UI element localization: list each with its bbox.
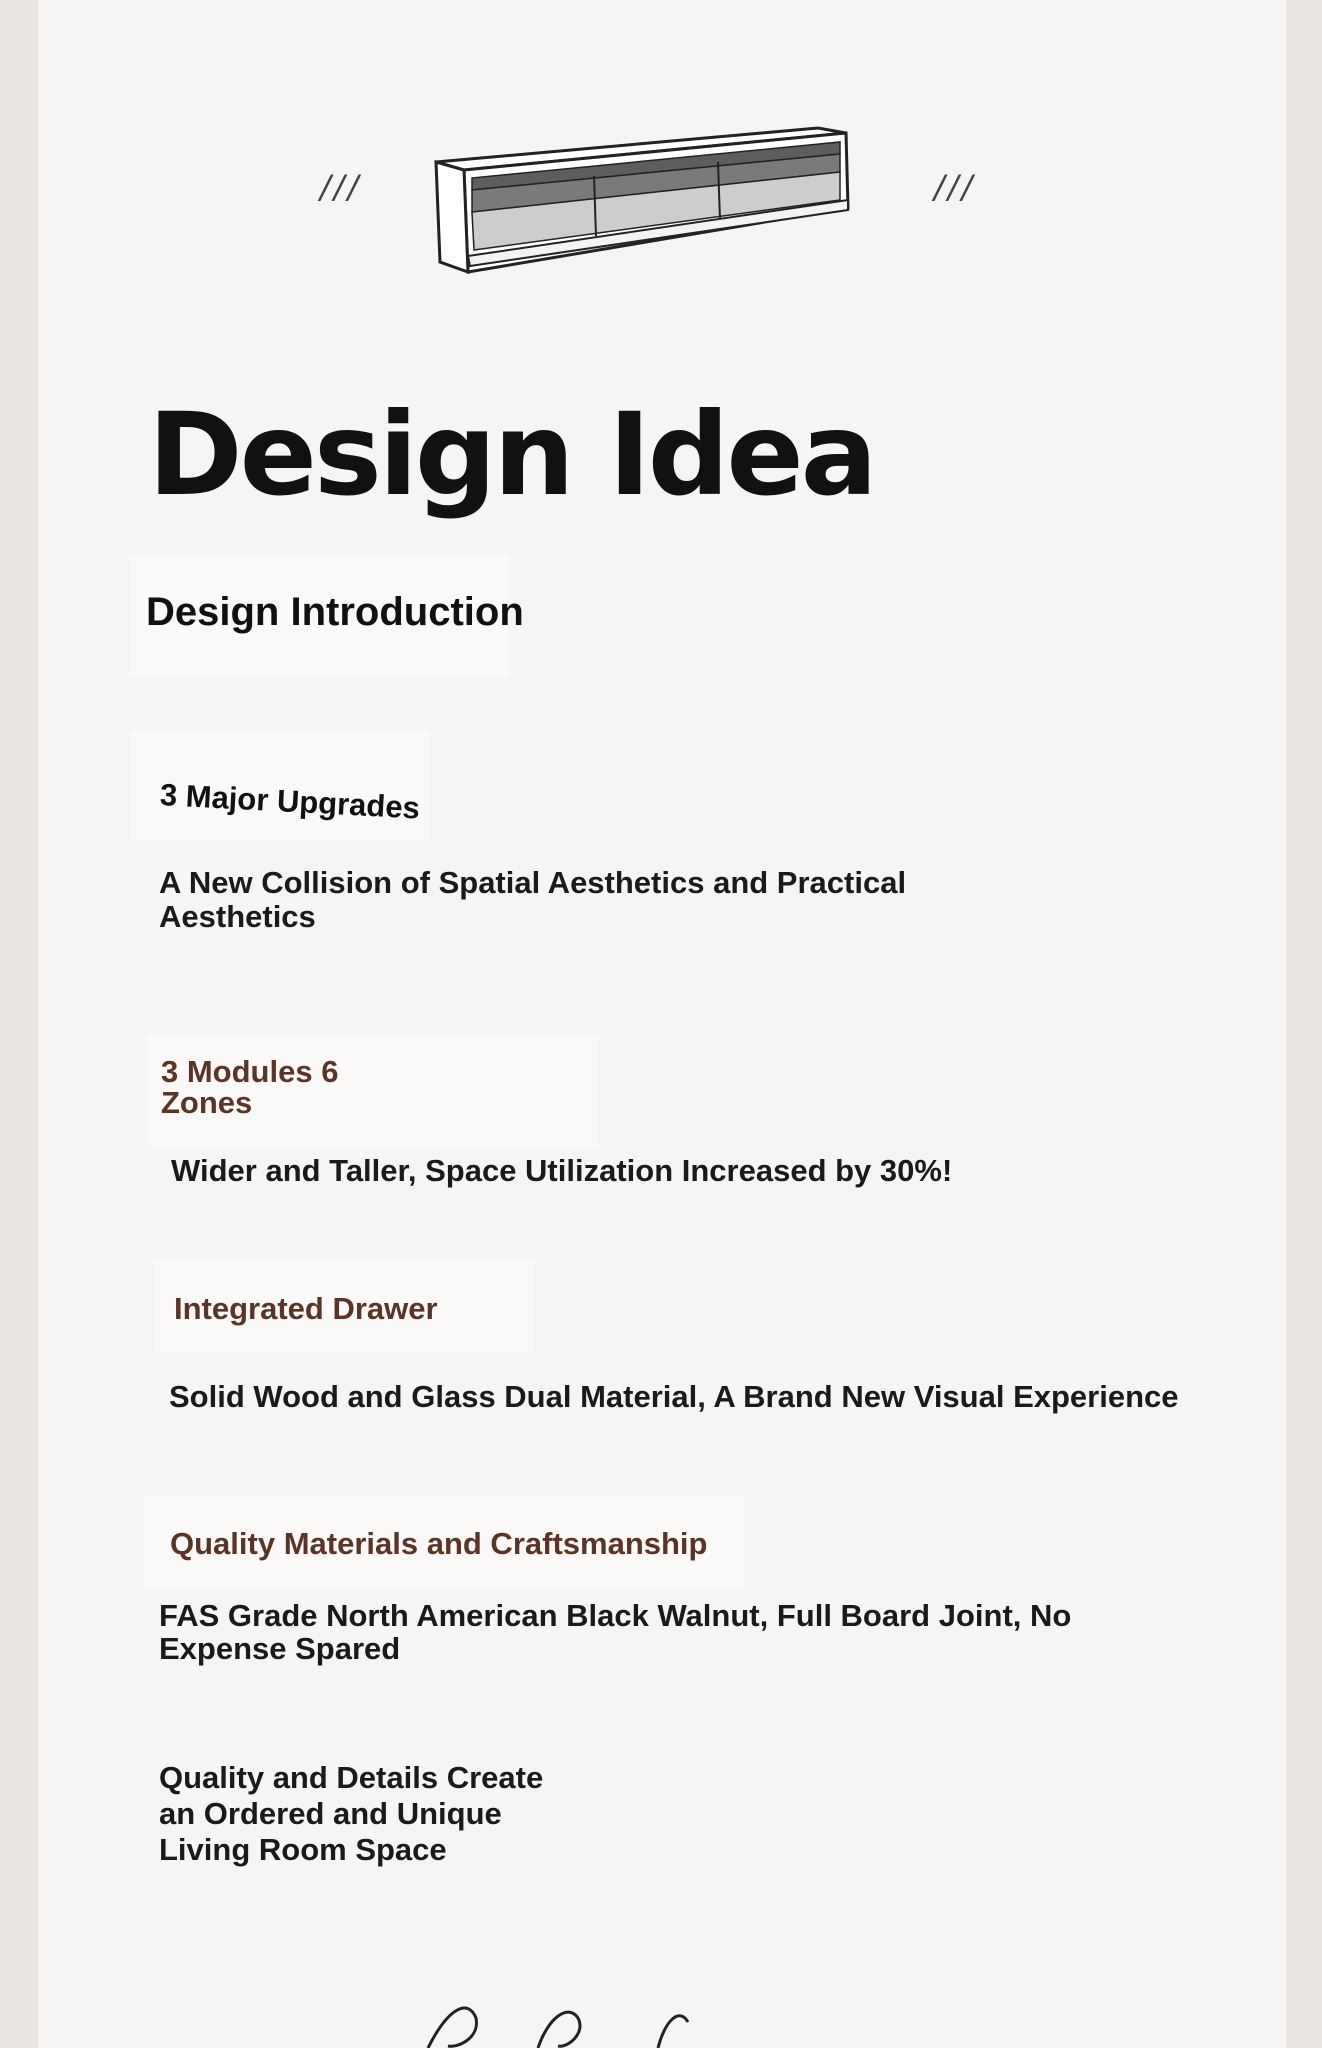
feature-description-modules: Wider and Taller, Space Utilization Increased by 30%! — [171, 1153, 953, 1188]
left-slashes-decoration: /// — [320, 168, 362, 206]
feature-heading-upgrades: 3 Major Upgrades — [159, 777, 421, 826]
signature-flourish — [418, 1988, 738, 2048]
feature-heading-modules: 3 Modules 6 Zones — [161, 1054, 339, 1120]
feature-description-materials: FAS Grade North American Black Walnut, Full Board Joint, No Expense Spared — [159, 1598, 1072, 1666]
page — [38, 0, 1286, 2048]
feature-heading-materials: Quality Materials and Craftsmanship — [170, 1526, 708, 1561]
page-title: Design Idea — [148, 388, 875, 521]
hero — [38, 0, 1286, 300]
feature-description-drawer: Solid Wood and Glass Dual Material, A Brand New Visual Experience — [169, 1379, 1179, 1414]
right-slashes-decoration: /// — [934, 168, 976, 206]
feature-heading-drawer: Integrated Drawer — [174, 1291, 438, 1326]
feature-description-upgrades: A New Collision of Spatial Aesthetics and Practical Aesthetics — [159, 865, 907, 935]
section-subtitle: Design Introduction — [146, 590, 524, 634]
tv-cabinet-illustration — [38, 0, 1286, 300]
closing-statement: Quality and Details Create an Ordered and Unique Living Room Space — [159, 1760, 544, 1867]
